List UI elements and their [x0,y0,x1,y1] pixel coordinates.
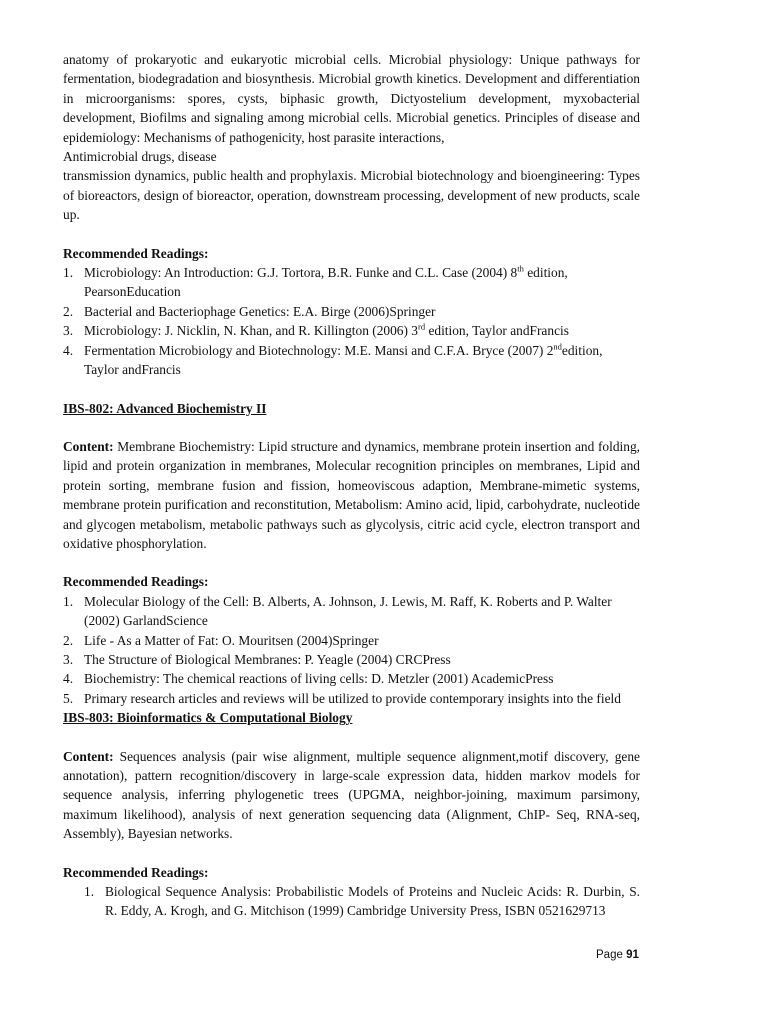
reading-text: Fermentation Microbiology and Biotechnology: M.E. Mansi and C.F.A. Bryce (2007) 2 [84,342,554,358]
content-label: Content: [63,438,114,454]
content-text: Membrane Biochemistry: Lipid structure and dynamics, membrane protein insertion and folding, lipid and protein organization in membranes, Molecular recognition principles on membranes, Lipid and protein sorting, membrane fusion and fission, homeoviscous adaption, Membrane-mimetic systems, membrane protein purification and reconstitution, Metabolism: Amino acid, lipid, carbohydrate, nucleotide and glycogen metabolism, metabolic pathways such as glycolysis, citric acid cycle, electron transport and oxidative phosphorylation. [63,438,640,551]
reading-item [63,341,640,380]
page-number: 91 [626,949,639,961]
readings-list-microbiology [63,263,640,379]
recommended-readings-heading: Recommended Readings: [63,574,209,590]
item-number: 3. [63,651,74,667]
reading-text: Microbiology: J. Nicklin, N. Khan, and R. Killington (2006) 3 [84,323,418,339]
course-content-ibs-803 [63,747,640,844]
reading-text: Biological Sequence Analysis: Probabilistic Models of Proteins and Nucleic Acids: R. Durbin, S. R. Eddy, A. Krogh, and G. Mitchison (1999) Cambridge University Press, ISBN 0521629713 [105,884,640,919]
reading-text-tail: edition, PearsonEducation [84,265,568,300]
ordinal-suffix: nd [553,341,562,352]
item-number: 1. [84,884,95,900]
reading-item [63,592,640,631]
readings-list-biochemistry [63,592,640,708]
course-content-ibs-802 [63,437,640,553]
item-number: 2. [63,303,74,319]
intro-paragraph: anatomy of prokaryotic and eukaryotic microbial cells. Microbial physiology: Unique pathways for fermentation, biodegradation and biosynthesis. Microbial growth kinetics. Development and differentiation in microorganisms: spores, cysts, biphasic growth, Dictyostelium development, myxobacterial development, Biofilms and signaling among microbial cells. Microbial genetics. Principles of disease and epidemiology: Mechanisms of pathogenicity, host parasite interactions, [63,52,640,145]
reading-text: Life - As a Matter of Fat: O. Mouritsen (2004)Springer [84,632,379,648]
reading-text: Bacterial and Bacteriophage Genetics: E.A. Birge (2006)Springer [84,303,436,319]
course-title-ibs-802: IBS-802: Advanced Biochemistry II [63,400,267,416]
intro-paragraph-line: Antimicrobial drugs, disease [63,149,217,165]
content-text: Sequences analysis (pair wise alignment, multiple sequence alignment,motif discovery, gene annotation), pattern recognition/discovery in large-scale expression data, hidden markov models for sequence analysis, inferring phylogenetic trees (UPGMA, neighbor-joining, maximum parsimony, maximum likelihood), analysis of next generation sequencing data (Alignment, ChIP- Seq, RNA-seq, Assembly), Bayesian networks. [63,748,640,842]
item-number: 2. [63,632,74,648]
ordinal-suffix: rd [418,321,426,332]
reading-item [63,882,640,921]
reading-item [63,321,640,340]
reading-item [63,689,640,708]
page-label: Page [596,949,623,961]
item-number: 4. [63,671,74,687]
item-number: 4. [63,342,74,358]
reading-item [63,302,640,321]
reading-text-tail: edition, Taylor andFrancis [84,342,603,378]
reading-text: Primary research articles and reviews will be utilized to provide contemporary insights into the field [84,690,621,706]
item-number: 1. [63,593,74,609]
intro-paragraph-continued: transmission dynamics, public health and prophylaxis. Microbial biotechnology and bioengineering: Types of bioreactors, design of bioreactor, operation, downstream processing, development of new products, scale up. [63,168,640,223]
page-number-footer [596,948,639,962]
reading-text: Molecular Biology of the Cell: B. Alberts, A. Johnson, J. Lewis, M. Raff, K. Roberts and P. Walter (2002) GarlandScience [84,593,612,629]
reading-item [63,650,640,669]
reading-text: Microbiology: An Introduction: G.J. Tortora, B.R. Funke and C.L. Case (2004) 8 [84,265,518,281]
page-content [63,50,640,921]
reading-item [63,263,640,302]
recommended-readings-heading: Recommended Readings: [63,245,209,261]
content-label: Content: [63,748,114,764]
reading-item [63,669,640,688]
item-number: 1. [63,265,74,281]
reading-item [63,631,640,650]
ordinal-suffix: th [517,263,524,274]
reading-text: The Structure of Biological Membranes: P. Yeagle (2004) CRCPress [84,651,451,667]
readings-list-bioinformatics [63,882,640,921]
item-number: 3. [63,323,74,339]
item-number: 5. [63,690,74,706]
recommended-readings-heading: Recommended Readings: [63,864,209,880]
reading-text-tail: edition, Taylor andFrancis [425,323,569,339]
reading-text: Biochemistry: The chemical reactions of living cells: D. Metzler (2001) AcademicPress [84,671,554,687]
course-title-ibs-803: IBS-803: Bioinformatics & Computational Biology [63,710,353,726]
